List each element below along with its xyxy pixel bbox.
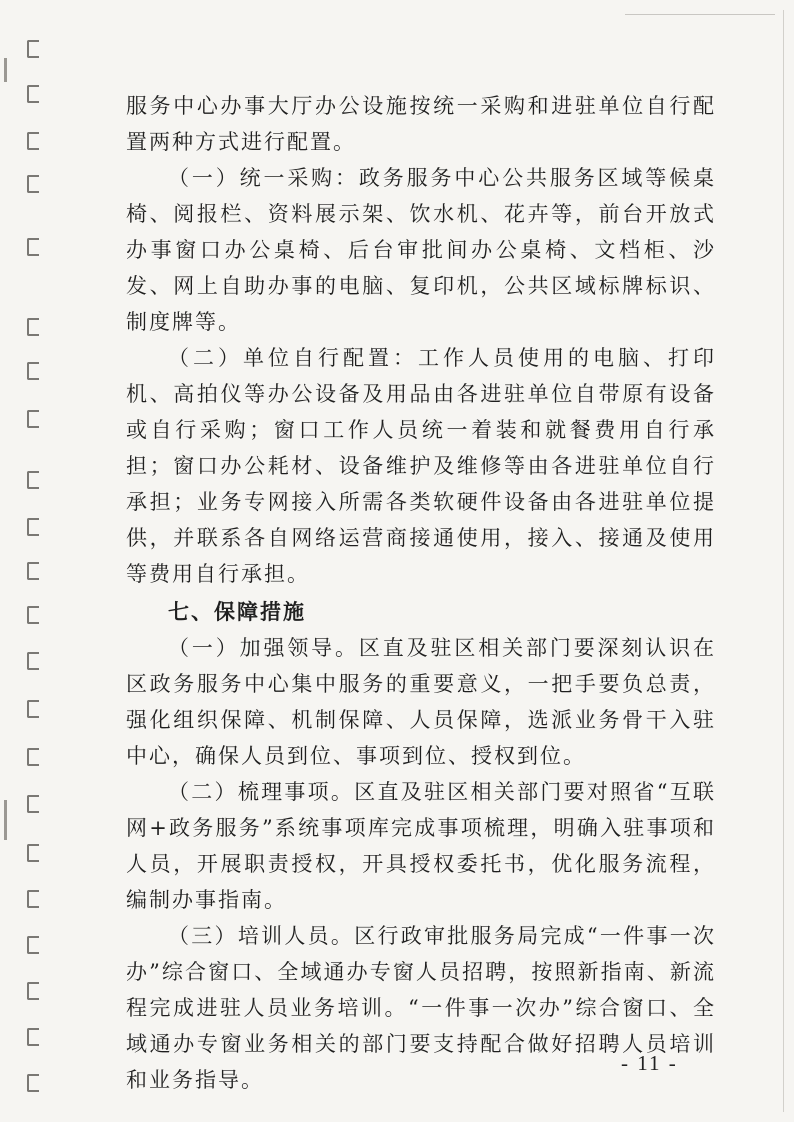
binding-bar (4, 800, 7, 840)
paragraph-text: 政务服务中心公共服务区域等候桌椅、阅报栏、资料展示架、饮水机、花卉等，前台开放式办事窗口办公桌椅、后台审批间办公桌椅、文档柜、沙发、网上自助办事的电脑、复印机，公共区域标牌标识、制度牌等。 (126, 166, 717, 334)
binding-hole (27, 890, 39, 908)
binding-hole (27, 795, 39, 813)
section-item-label: （三）培训人员。 (168, 924, 355, 948)
binding-hole (27, 844, 39, 862)
binding-hole (27, 562, 39, 580)
binding-hole (27, 85, 39, 103)
binding-hole (27, 238, 39, 256)
paragraph-unified-purchase (126, 160, 716, 340)
binding-holes (0, 0, 50, 1122)
section-item-text: 区行政审批服务局完成“一件事一次办”综合窗口、全域通办专窗人员招聘，按照新指南、新流程完成进驻人员业务培训。“一件事一次办”综合窗口、全域通办专窗业务相关的部门要支持配合做好招聘人员培训和业务指导。 (126, 924, 716, 1092)
paragraph-intro (126, 88, 716, 160)
binding-hole (27, 1028, 39, 1046)
binding-hole (27, 606, 39, 624)
paragraph-self-config (126, 340, 716, 592)
binding-hole (27, 936, 39, 954)
page-right-edge (783, 10, 784, 1112)
binding-hole (27, 362, 39, 380)
paragraph-label: （一）统一采购： (168, 166, 359, 190)
document-body (126, 88, 716, 1098)
binding-hole (27, 410, 39, 428)
binding-hole (27, 132, 39, 150)
page-number: - 11 - (621, 1051, 678, 1075)
binding-hole (27, 175, 39, 193)
paragraph-text: 工作人员使用的电脑、打印机、高拍仪等办公设备及用品由各进驻单位自带原有设备或自行采购；窗口工作人员统一着装和就餐费用自行承担；窗口办公耗材、设备维护及维修等由各进驻单位自行承担；业务专网接入所需各类软硬件设备由各进驻单位提供，并联系各自网络运营商接通使用，接入、接通及使用等费用自行承担。 (126, 346, 716, 586)
paragraph-text: 服务中心办事大厅办公设施按统一采购和进驻单位自行配置两种方式进行配置。 (126, 94, 716, 154)
section-heading: 七、保障措施 (168, 600, 306, 624)
binding-hole (27, 748, 39, 766)
binding-hole (27, 700, 39, 718)
section-item-sort-matters (126, 774, 716, 918)
binding-hole (27, 471, 39, 489)
binding-hole (27, 40, 39, 58)
paragraph-label: （二）单位自行配置： (168, 346, 418, 370)
top-scan-line (625, 14, 775, 15)
binding-hole (27, 1074, 39, 1092)
binding-hole (27, 652, 39, 670)
binding-bar (4, 58, 7, 82)
section-item-leadership (126, 630, 716, 774)
binding-hole (27, 518, 39, 536)
binding-hole (27, 318, 39, 336)
section-item-label: （一）加强领导。 (168, 636, 359, 660)
binding-hole (27, 982, 39, 1000)
section-item-text: 区直及驻区相关部门要对照省“互联网+政务服务”系统事项库完成事项梳理，明确入驻事项和人员，开展职责授权，开具授权委托书，优化服务流程，编制办事指南。 (126, 780, 716, 912)
section-item-text: 区直及驻区相关部门要深刻认识在区政务服务中心集中服务的重要意义，一把手要负总责，强化组织保障、机制保障、人员保障，选派业务骨干入驻中心，确保人员到位、事项到位、授权到位。 (126, 636, 717, 768)
section-item-label: （二）梳理事项。 (168, 780, 355, 804)
